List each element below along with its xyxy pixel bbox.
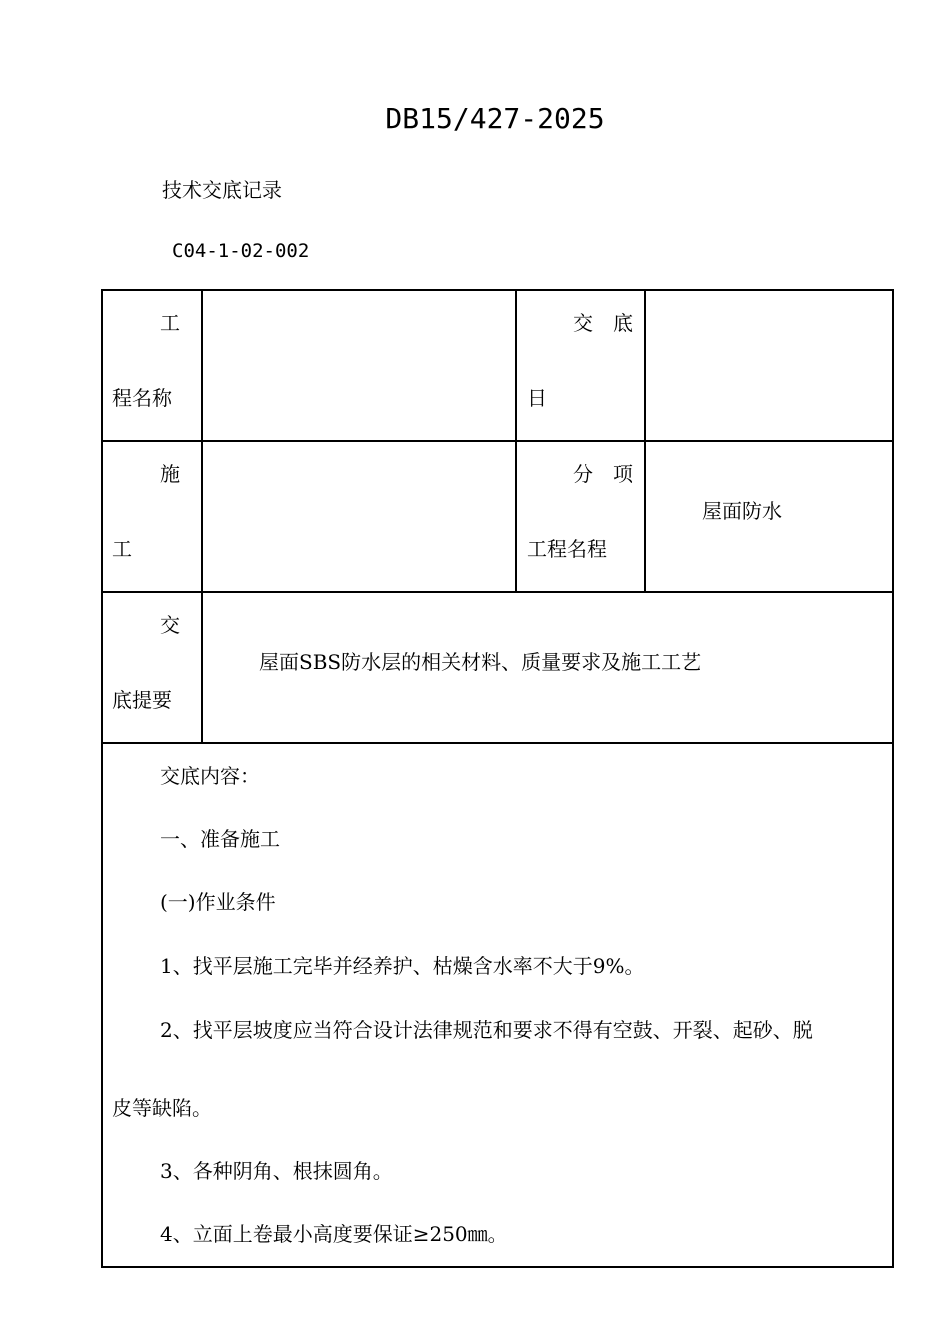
list-item: 2、找平层坡度应当符合设计法律规范和要求不得有空鼓、开裂、起砂、脱 (160, 1018, 813, 1042)
summary-label-line2: 底提要 (112, 688, 172, 712)
sub-item-label-line2: 工程名程 (527, 537, 607, 561)
table-col-divider (644, 289, 646, 591)
list-item: 1、找平层施工完毕并经养护、枯燥含水率不大于9%。 (160, 954, 645, 978)
disclosure-date-label-line2: 日 (527, 386, 547, 410)
form-code: C04-1-02-002 (172, 240, 310, 262)
sub-item-value: 屋面防水 (702, 499, 782, 523)
summary-label-line1: 交 (160, 613, 180, 637)
project-name-label-line2: 程名称 (112, 386, 172, 410)
form-title: 技术交底记录 (162, 178, 282, 202)
section-heading: 一、准备施工 (160, 827, 280, 851)
sub-item-label-line1: 分 项 (573, 462, 633, 486)
subsection-heading: (一)作业条件 (160, 890, 276, 914)
table-row-divider (101, 742, 894, 744)
table-row-divider (101, 591, 894, 593)
summary-value: 屋面SBS防水层的相关材料、质量要求及施工工艺 (259, 650, 702, 674)
disclosure-date-label-line1: 交 底 (573, 311, 633, 335)
list-item: 3、各种阴角、根抹圆角。 (160, 1159, 393, 1183)
document-id: DB15/427-2025 (385, 102, 605, 135)
table-row-divider (101, 440, 894, 442)
table-col-divider (515, 289, 517, 591)
construction-label-line1: 施 (160, 462, 180, 486)
content-heading: 交底内容： (160, 764, 260, 788)
list-item-continuation: 皮等缺陷。 (112, 1096, 212, 1120)
list-item: 4、立面上卷最小高度要保证≥250㎜。 (160, 1222, 508, 1246)
construction-label-line2: 工 (112, 537, 132, 561)
project-name-label-line1: 工 (160, 311, 180, 335)
table-col-divider (201, 289, 203, 742)
